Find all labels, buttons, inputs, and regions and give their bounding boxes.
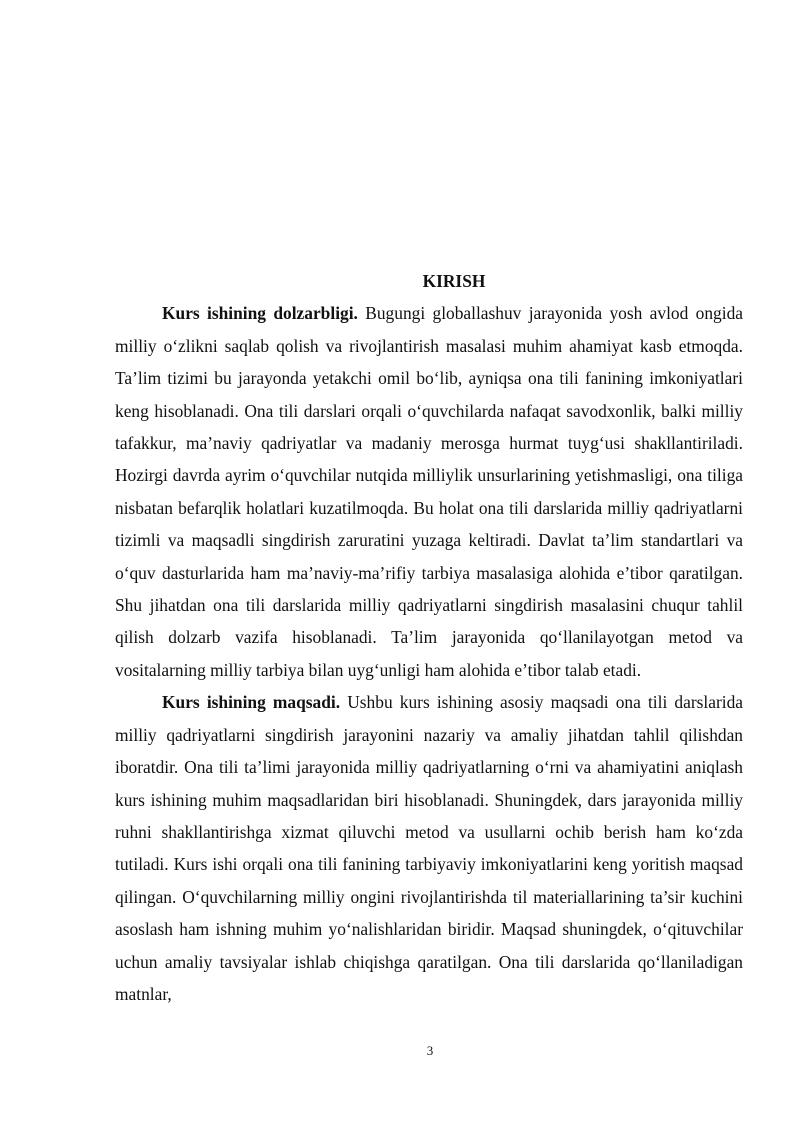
page-content: [115, 265, 743, 1010]
page-number: 3: [426, 1043, 434, 1058]
section-heading: KIRISH: [422, 271, 486, 291]
paragraph-goal: [115, 686, 743, 1010]
paragraph-text: Ushbu kurs ishining asosiy maqsadi ona tili darslarida milliy qadriyatlarni singdirish jarayonini nazariy va amaliy jihatdan tahlil qilishdan iboratdir. Ona tili ta’limi jarayonida milliy qadriyatlarning o‘rni va ahamiyatini aniqlash kurs ishining muhim maqsadlaridan biri hisoblanadi. Shuningdek, dars jarayonida milliy ruhni shakllantirishga xizmat qiluvchi metod va usullarni ochib berish ham ko‘zda tutiladi. Kurs ishi orqali ona tili fanining tarbiyaviy imkoniyatlarini keng yoritish maqsad qilingan. O‘quvchilarning milliy ongini rivojlantirishda til materiallarining ta’sir kuchini asoslash ham ishning muhim yo‘nalishlaridan biridir. Maqsad shuningdek, o‘qituvchilar uchun amaliy tavsiyalar ishlab chiqishga qaratilgan. Ona tili darslarida qo‘llaniladigan matnlar,: [115, 692, 743, 1004]
paragraph-lead: Kurs ishining dolzarbligi.: [162, 303, 358, 324]
paragraph-lead: Kurs ishining maqsadi.: [162, 692, 341, 713]
paragraph-text: Bugungi globallashuv jarayonida yosh avlod ongida milliy o‘zlikni saqlab qolish va rivojlantirish masalasi muhim ahamiyat kasb etmoqda. Ta’lim tizimi bu jarayonda yetakchi omil bo‘lib, ayniqsa ona tili fanining imkoniyatlari keng hisoblanadi. Ona tili darslari orqali o‘quvchilarda nafaqat savodxonlik, balki milliy tafakkur, ma’naviy qadriyatlar va madaniy merosga hurmat tuyg‘usi shakllantiriladi. Hozirgi davrda ayrim o‘quvchilar nutqida milliylik unsurlarining yetishmasligi, ona tiliga nisbatan befarqlik holatlari kuzatilmoqda. Bu holat ona tili darslarida milliy qadriyatlarni tizimli va maqsadli singdirish zaruratini yuzaga keltiradi. Davlat ta’lim standartlari va o‘quv dasturlarida ham ma’naviy-ma’rifiy tarbiya masalasiga alohida e’tibor qaratilgan. Shu jihatdan ona tili darslarida milliy qadriyatlarni singdirish masalasini chuqur tahlil qilish dolzarb vazifa hisoblanadi. Ta’lim jarayonida qo‘llanilayotgan metod va vositalarning milliy tarbiya bilan uyg‘unligi ham alohida e’tibor talab etadi.: [115, 303, 743, 680]
paragraph-relevance: [115, 297, 743, 686]
